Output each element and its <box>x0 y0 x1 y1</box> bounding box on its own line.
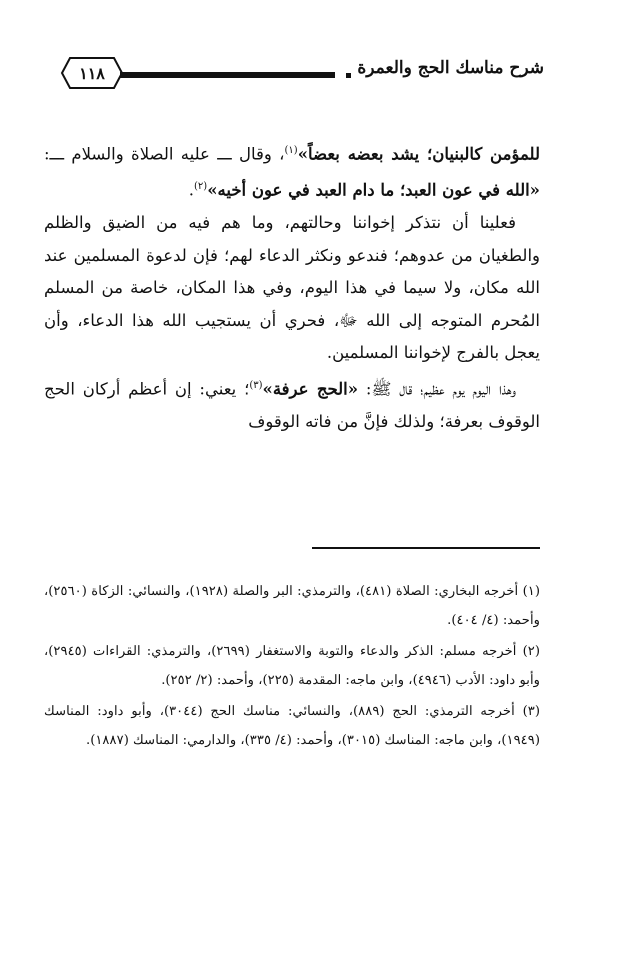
book-title: شرح مناسك الحج والعمرة <box>357 58 544 78</box>
running-header <box>60 54 544 94</box>
footnote-marker: (٢) <box>194 181 208 192</box>
text-run: ؛ يعني: إن أعظم أركان الحج الوقوف بعرفة؛ ولذلك فإنَّ من فاته الوقوف <box>44 379 540 431</box>
footnotes <box>44 577 540 757</box>
footnote-1: (١) أخرجه البخاري: الصلاة (٤٨١)، والترمذي: البر والصلة (١٩٢٨)، والنسائي: الزكاة (٢٥٦٠)، وأحمد: (٤/ ٤٠٤). <box>44 584 540 628</box>
footnote-marker: (٣) <box>249 379 263 391</box>
paragraph-hadith-quotes <box>44 135 540 207</box>
footnote-separator <box>312 547 540 549</box>
quote-bold: «الحج عرفة» <box>262 379 359 398</box>
text-run: وهذا اليوم يوم عظيم؛ قال ﷺ: <box>358 379 516 398</box>
header-rule <box>120 72 335 78</box>
footnote-2: (٢) أخرجه مسلم: الذكر والدعاء والتوبة والاستغفار (٢٦٩٩)، والترمذي: القراءات (٢٩٤٥)، وأبو داود: الأدب (٤٩٤٦)، وابن ماجه: المقدمة (٢٢٥)، وأحمد: (٢/ ٢٥٢). <box>44 644 540 688</box>
footnote-marker: (١) <box>284 145 298 156</box>
footnote-3: (٣) أخرجه الترمذي: الحج (٨٨٩)، والنسائي: مناسك الحج (٣٠٤٤)، وأبو داود: المناسك (١٩٤٩)، وابن ماجه: المناسك (٣٠١٥)، وأحمد: (٤/ ٣٣٥)، والدارمي: المناسك (١٨٨٧). <box>44 704 540 748</box>
quote-bold: للمؤمن كالبنيان؛ يشد بعضه بعضاً» <box>297 144 540 164</box>
main-text <box>44 135 540 438</box>
header-bullet-icon <box>346 73 351 78</box>
text-run: والسلام ـــ: <box>44 144 124 164</box>
page-number-badge <box>60 56 124 90</box>
paragraph-arafah <box>44 370 540 439</box>
text-run: ، وقال ـــ عليه الصلاة <box>131 144 285 164</box>
page-number: ١١٨ <box>79 64 105 83</box>
quote-bold: «الله في عون العبد؛ ما دام العبد في عون أخيه» <box>207 180 540 200</box>
text-run: . <box>188 180 195 200</box>
paragraph-dua: فعلينا أن نتذكر إخواننا وحالتهم، وما هم فيه من الضيق والظلم والطغيان من عدوهم؛ فندعو ونكثر الدعاء لهم؛ فإن لدعوة المسلمين عند الله مكان، ولا سيما في هذا اليوم، وفي هذا المكان، خاصة من المسلم المُحرم المتوجه إلى الله ﷻ، فحري أن يستجيب الله هذا الدعاء، وأن يعجل بالفرج لإخواننا المسلمين. <box>44 213 540 362</box>
